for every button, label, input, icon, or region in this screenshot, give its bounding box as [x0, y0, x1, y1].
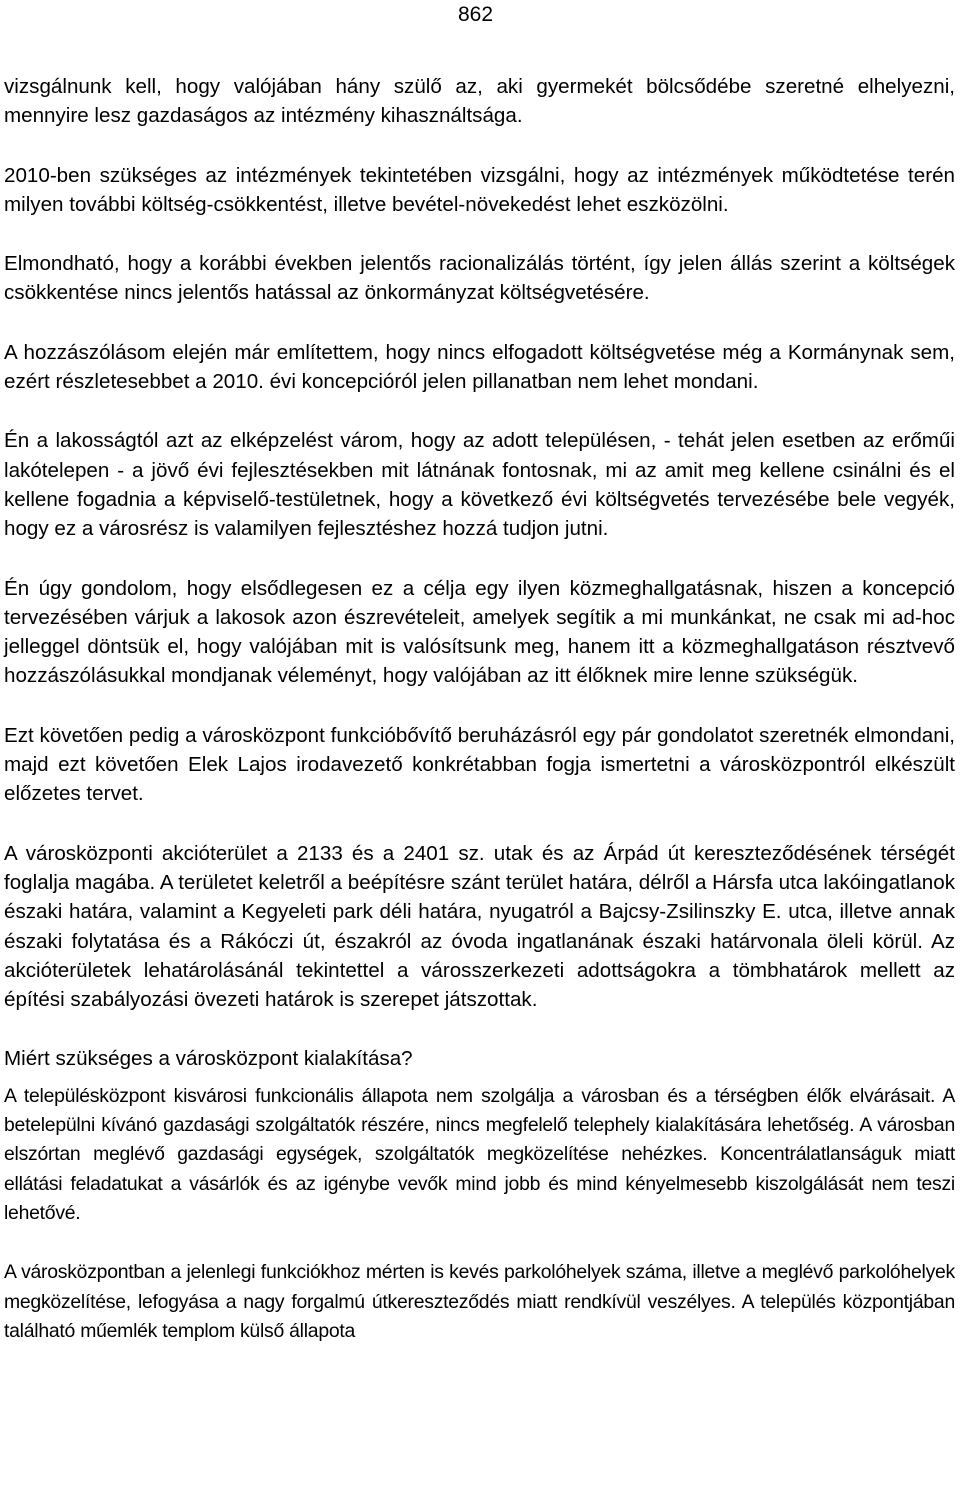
paragraph-9: A településközpont kisvárosi funkcionális állapota nem szolgálja a városban és a térségben élők elvárásait. A betelepülni kívánó gazdasági szolgáltatók részére, nincs megfelelő telephely kialakítására lehetőség. A városban elszórtan meglévő gazdasági egységek, szolgáltatók megközelítése nehézkes. Koncentrálatlanságuk miatt ellátási feladatukat a vásárlók és az igénybe vevők mind jobb és mind kényelmesebb kiszolgálását nem teszi lehetővé. [4, 1084, 955, 1224]
paragraph-7: Ezt követően pedig a városközpont funkcióbővítő beruházásról egy pár gondolatot szeretnék elmondani, majd ezt követően Elek Lajos irodavezető konkrétabban fogja ismertetni a városközpontról elkészült előzetes tervet. [4, 723, 955, 806]
page-number: 862 [458, 3, 494, 26]
document-body [4, 72, 955, 1346]
paragraph-6: Én úgy gondolom, hogy elsődlegesen ez a célja egy ilyen közmeghallgatásnak, hiszen a koncepció tervezésében várjuk a lakosok azon észrevételeit, amelyek segítik a mi munkánkat, ne csak mi ad-hoc jelleggel döntsük el, hogy valójában mit is valósítsunk meg, hanem itt a közmeghallgatáson résztvevő hozzászólásukkal mondjanak véleményt, hogy valójában az itt élőknek mire lenne szükségük. [4, 576, 955, 688]
paragraph-2: 2010-ben szükséges az intézmények tekintetében vizsgálni, hogy az intézmények működtetése terén milyen további költség-csökkentést, illetve bevétel-növekedést lehet eszközölni. [4, 163, 955, 216]
paragraph-3: Elmondható, hogy a korábbi években jelentős racionalizálás történt, így jelen állás szerint a költségek csökkentése nincs jelentős hatással az önkormányzat költségvetésére. [4, 252, 955, 305]
paragraph-5: Én a lakosságtól azt az elképzelést várom, hogy az adott településen, - tehát jelen esetben az erőműi lakótelepen - a jövő évi fejlesztésekben mit látnának fontosnak, mi az amit meg kellene csinálni és el kellene fogadnia a képviselő-testületnek, hogy a következő évi költségvetés tervezésébe bele vegyék, hogy ez a városrész is valamilyen fejlesztéshez hozzá tudjon jutni. [4, 429, 955, 541]
paragraph-8: A városközponti akcióterület a 2133 és a 2401 sz. utak és az Árpád út kereszteződésének térségét foglalja magába. A területet keletről a beépítésre szánt terület határa, délről a Hársfa utca lakóingatlanok északi határa, valamint a Kegyeleti park déli határa, nyugatról a Bajcsy-Zsilinszky E. utca, illetve annak északi folytatása és a Rákóczi út, északról az óvoda ingatlanának északi határvonala öleli körül. Az akcióterületek lehatárolásánál tekintettel a városszerkezeti adottságokra a tömbhatárok mellett az építési szabályozási övezeti határok is szerepet játszottak. [4, 841, 955, 1012]
paragraph-10: A városközpontban a jelenlegi funkciókhoz mérten is kevés parkolóhelyek száma, illetve a meglévő parkolóhelyek megközelítése, lefogyása a nagy forgalmú útkereszteződés miatt rendkívül veszélyes. A település központjában található műemlék templom külső állapota [4, 1261, 955, 1342]
paragraph-4: A hozzászólásom elején már említettem, hogy nincs elfogadott költségvetése még a Kormánynak sem, ezért részletesebbet a 2010. évi koncepcióról jelen pillanatban nem lehet mondani. [4, 340, 955, 394]
section-question-heading: Miért szükséges a városközpont kialakítása? [4, 1047, 413, 1071]
paragraph-1: vizsgálnunk kell, hogy valójában hány szülő az, aki gyermekét bölcsődébe szeretné elhelyezni, mennyire lesz gazdaságos az intézmény kihasználtsága. [4, 75, 955, 128]
